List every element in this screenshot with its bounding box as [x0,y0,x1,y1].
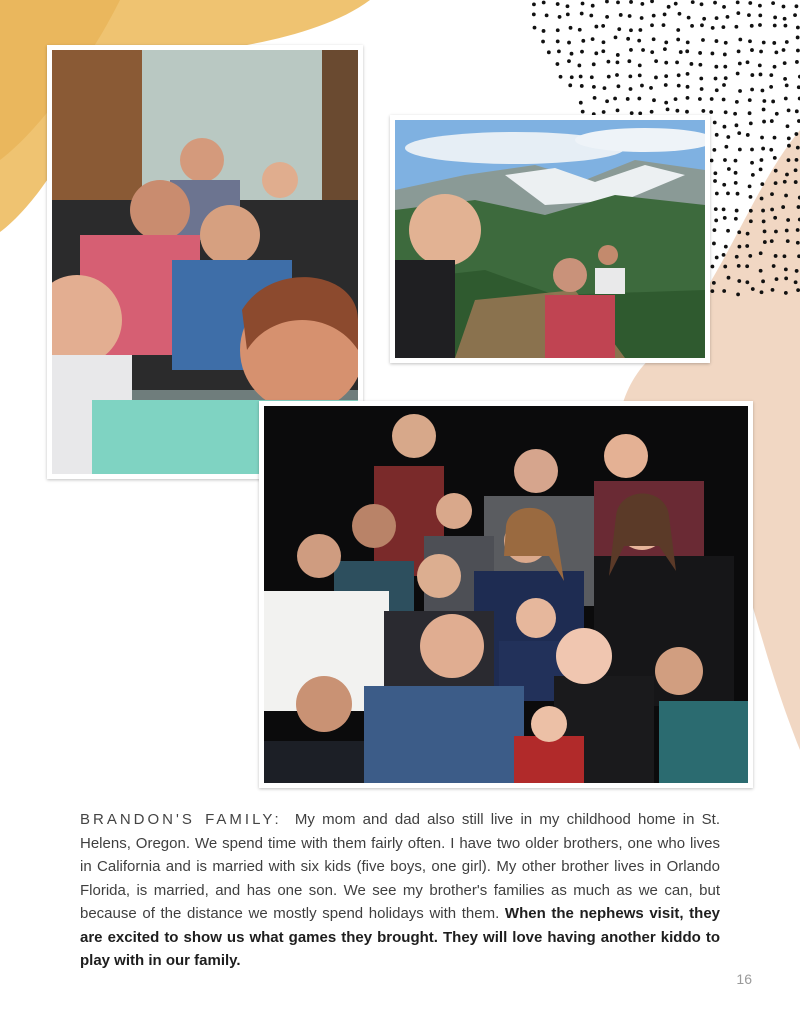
description-paragraph: My mom and dad also still live in my childhood home in St. Helens, Oregon. We spend time with them fairly often. I have two older brothers, one who lives in California and is married with six kids (five boys, one girl). My other brother lives in Orlando Florida, is married, and has one son. We see my brother's families as much as we can, but because of the distance we mostly spend holidays with them. [80,811,720,922]
section-heading: BRANDON'S FAMILY: [80,811,282,828]
family-description [80,808,720,973]
description-bold-paragraph: When the nephews visit, they are excited to show us what games they brought. They will love having another kiddo to play with in our family. [80,905,720,969]
photo-family-portrait [259,401,753,788]
page-number: 16 [736,971,752,987]
photo-mountain-selfie [390,115,710,363]
